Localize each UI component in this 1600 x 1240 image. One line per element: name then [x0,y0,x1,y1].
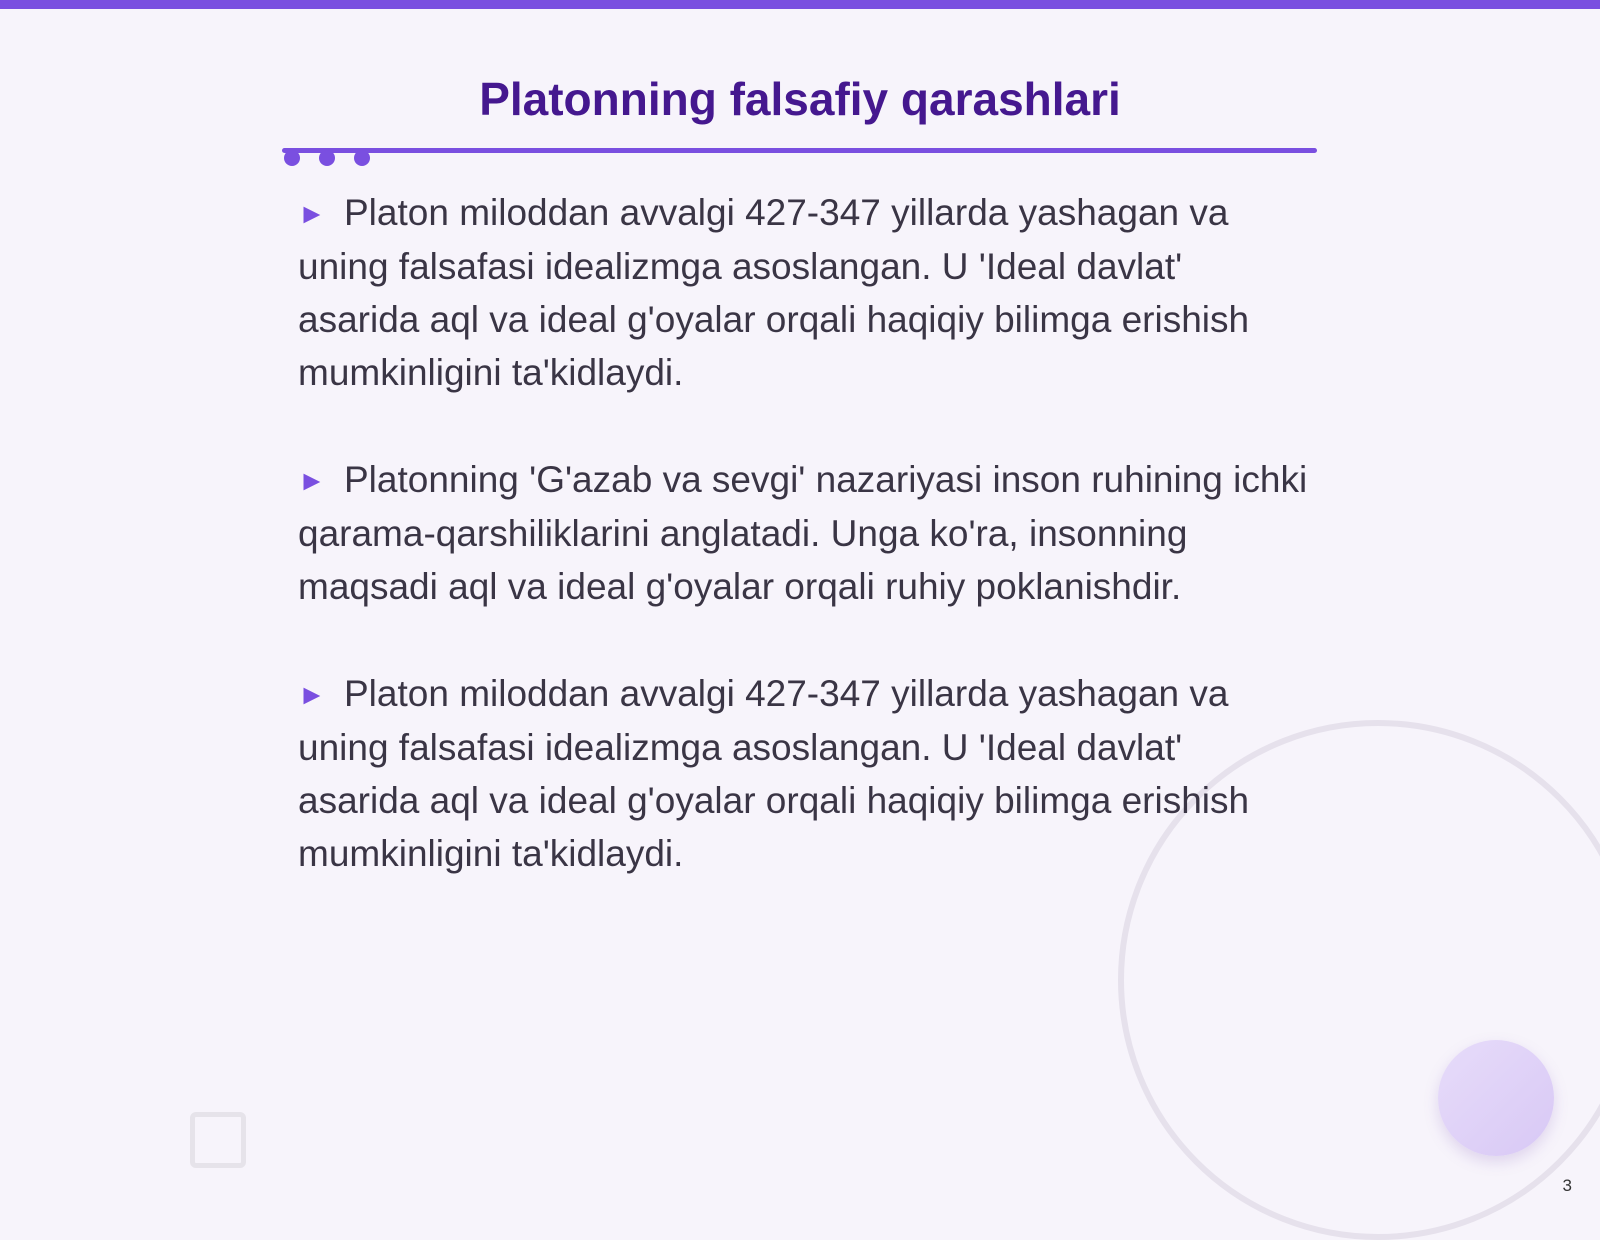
decorative-dot [319,150,335,166]
decorative-dot [354,150,370,166]
play-arrow-icon: ► [298,465,326,496]
bullet-paragraph [298,453,1308,613]
slide-content [298,186,1308,934]
decorative-dot [284,150,300,166]
bullet-text: Platonning 'G'azab va sevgi' nazariyasi inson ruhining ichki qarama-qarshiliklarini anglatadi. Unga ko'ra, insonning maqsadi aql va ideal g'oyalar orqali ruhiy poklanishdir. [298,459,1308,607]
top-accent-bar [0,0,1600,9]
play-arrow-icon: ► [298,679,326,710]
page-number: 3 [1562,1176,1572,1195]
bullet-text: Platon miloddan avvalgi 427-347 yillarda yashagan va uning falsafasi idealizmga asoslangan. U 'Ideal davlat' asarida aql va ideal g'oyalar orqali haqiqiy bilimga erishish mumkinligini ta'kidlaydi. [298,673,1250,874]
bullet-paragraph [298,667,1308,880]
slide-title: Platonning falsafiy qarashlari [479,73,1121,125]
title-underline [282,148,1317,153]
bullet-text: Platon miloddan avvalgi 427-347 yillarda yashagan va uning falsafasi idealizmga asoslangan. U 'Ideal davlat' asarida aql va ideal g'oyalar orqali haqiqiy bilimga erishish mumkinligini ta'kidlaydi. [298,192,1250,393]
decorative-square [190,1112,246,1168]
decorative-circle [1438,1040,1554,1156]
play-arrow-icon: ► [298,198,326,229]
bullet-paragraph [298,186,1308,399]
